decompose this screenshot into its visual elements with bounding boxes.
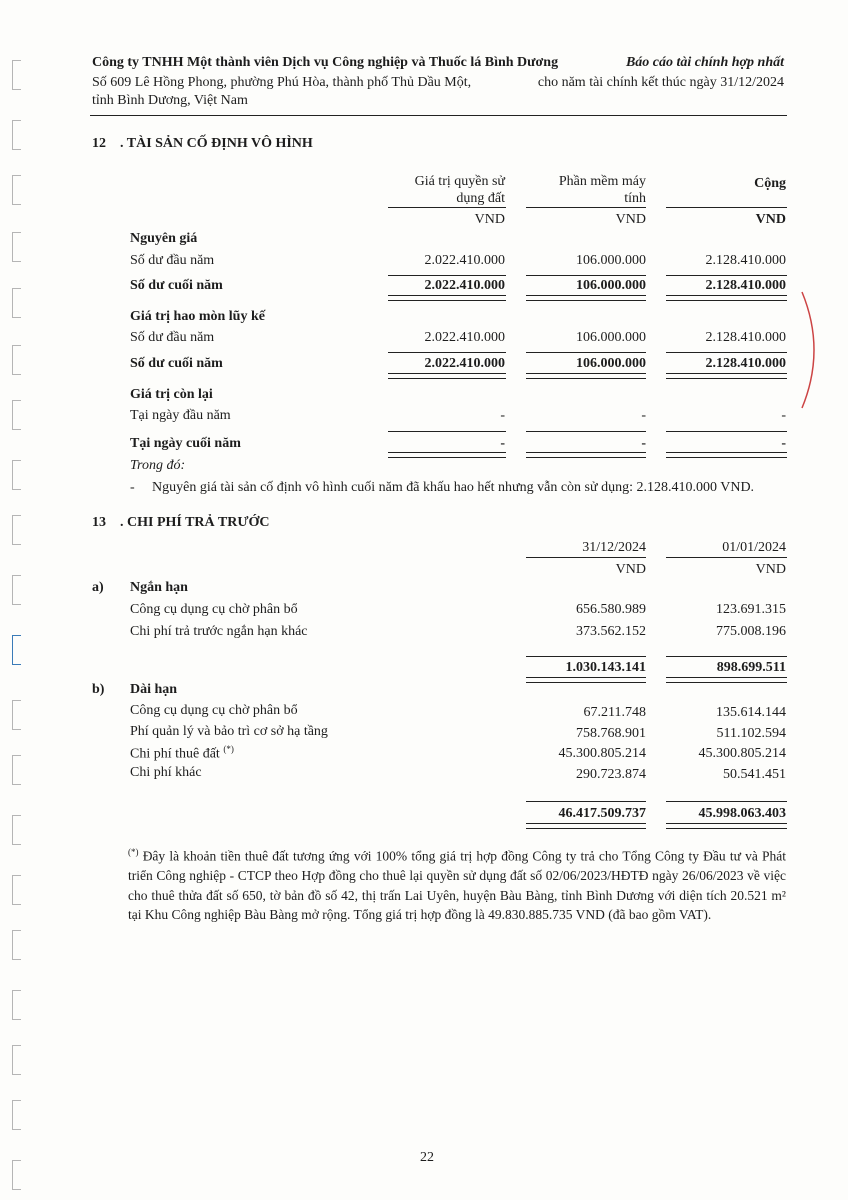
double-rule [666, 295, 787, 301]
double-rule [666, 823, 787, 829]
sum-rule [526, 656, 646, 657]
col-unit: VND [755, 562, 786, 577]
sum-rule [388, 431, 506, 432]
row-label: Tại ngày đầu năm [130, 408, 231, 423]
row-label: Số dư đầu năm [130, 330, 215, 345]
cell-value: 290.723.874 [576, 767, 646, 782]
subsection-marker: a) [92, 580, 104, 595]
col-date: 31/12/2024 [582, 540, 646, 555]
group-heading: Giá trị còn lại [130, 387, 213, 402]
company-name: Công ty TNHH Một thành viên Dịch vụ Công nghiệp và Thuốc lá Bình Dương [92, 55, 559, 70]
col-rule [388, 207, 506, 208]
double-rule [666, 373, 787, 379]
col-unit: VND [755, 212, 786, 227]
binder-hole [12, 1100, 21, 1130]
subsection-marker: b) [92, 682, 105, 697]
cell-value: 2.022.410.000 [424, 356, 505, 371]
cell-value: 511.102.594 [716, 726, 786, 741]
binder-hole [12, 990, 21, 1020]
subsection-heading: Ngắn hạn [130, 580, 188, 595]
cell-value: 2.128.410.000 [705, 356, 786, 371]
sum-rule [526, 352, 646, 353]
cell-value: 50.541.451 [723, 767, 786, 782]
note-text: Nguyên giá tài sản cố định vô hình cuối năm đã khấu hao hết nhưng vẫn còn sử dụng: 2.128.410.000 VND. [152, 480, 755, 495]
report-period: cho năm tài chính kết thúc ngày 31/12/2024 [537, 75, 784, 90]
col-rule [666, 557, 787, 558]
double-rule [526, 295, 646, 301]
page-number: 22 [420, 1150, 434, 1165]
row-label: Số dư cuối năm [130, 278, 223, 293]
total-value: 46.417.509.737 [558, 806, 646, 821]
cell-value: 45.300.805.214 [558, 746, 646, 761]
row-label [130, 744, 234, 763]
cell-value: 775.008.196 [716, 624, 786, 639]
sum-rule [526, 275, 646, 276]
binder-hole [12, 1045, 21, 1075]
double-rule [388, 452, 506, 458]
sum-rule [666, 801, 787, 802]
double-rule [388, 295, 506, 301]
binder-hole [12, 120, 21, 150]
cell-value: - [500, 408, 505, 423]
cell-value: 106.000.000 [576, 330, 646, 345]
sum-rule [666, 431, 787, 432]
cell-value: - [641, 436, 646, 451]
row-label: Số dư cuối năm [130, 356, 223, 371]
binder-hole [12, 232, 21, 262]
cell-value: 135.614.144 [716, 705, 786, 720]
cell-value: 2.022.410.000 [424, 278, 505, 293]
group-heading: Nguyên giá [130, 231, 198, 246]
footnote-ref: (*) [223, 744, 234, 754]
section-12-number: 12 [92, 136, 106, 151]
sum-rule [388, 275, 506, 276]
col-unit: VND [474, 212, 505, 227]
binder-hole [12, 1160, 21, 1190]
sum-rule [526, 801, 646, 802]
cell-value: - [781, 436, 786, 451]
binder-hole [12, 635, 21, 665]
stamp-mark [793, 290, 822, 410]
binder-hole [12, 460, 21, 490]
binder-hole [12, 700, 21, 730]
col-header-software: Phần mềm máy [558, 174, 646, 189]
binder-hole [12, 515, 21, 545]
cell-value: 758.768.901 [576, 726, 646, 741]
sum-rule [666, 275, 787, 276]
company-address: Số 609 Lê Hồng Phong, phường Phú Hòa, thành phố Thủ Dầu Một, [92, 75, 472, 90]
col-header-land-2: dụng đất [456, 191, 505, 206]
cell-value: - [781, 408, 786, 423]
binder-hole [12, 60, 21, 90]
cell-value: 2.022.410.000 [424, 330, 505, 345]
group-heading: Giá trị hao mòn lũy kế [130, 309, 265, 324]
double-rule [666, 452, 787, 458]
cell-value: 45.300.805.214 [698, 746, 786, 761]
section-12-title: . TÀI SẢN CỐ ĐỊNH VÔ HÌNH [120, 136, 313, 151]
cell-value: - [500, 436, 505, 451]
row-label: Công cụ dụng cụ chờ phân bổ [130, 602, 298, 617]
cell-value: 106.000.000 [576, 356, 646, 371]
sum-rule [526, 431, 646, 432]
footnote [128, 843, 786, 925]
col-header-total: Cộng [754, 176, 786, 191]
report-title: Báo cáo tài chính hợp nhất [625, 55, 784, 70]
double-rule [388, 373, 506, 379]
header-rule [90, 115, 787, 116]
cell-value: 67.211.748 [583, 705, 646, 720]
total-value: 45.998.063.403 [698, 806, 786, 821]
total-value: 898.699.511 [716, 660, 786, 675]
cell-value: 2.022.410.000 [424, 253, 505, 268]
footnote-marker: (*) [128, 847, 139, 857]
col-unit: VND [615, 562, 646, 577]
double-rule [526, 677, 646, 683]
row-label: Số dư đầu năm [130, 253, 215, 268]
double-rule [526, 823, 646, 829]
col-unit: VND [615, 212, 646, 227]
binder-hole [12, 815, 21, 845]
section-13-title: . CHI PHÍ TRẢ TRƯỚC [120, 515, 270, 530]
binder-hole [12, 288, 21, 318]
col-header-software-2: tính [624, 191, 646, 206]
binder-hole [12, 175, 21, 205]
cell-value: 123.691.315 [716, 602, 786, 617]
company-address-2: tỉnh Bình Dương, Việt Nam [92, 93, 248, 108]
binder-hole [12, 875, 21, 905]
cell-value: 2.128.410.000 [705, 253, 786, 268]
note-bullet: - [130, 480, 135, 495]
row-label: Tại ngày cuối năm [130, 436, 241, 451]
sum-rule [666, 352, 787, 353]
row-label: Chi phí khác [130, 765, 202, 780]
cell-value: 373.562.152 [576, 624, 646, 639]
binder-hole [12, 345, 21, 375]
stamp-shape [796, 290, 822, 410]
cell-value: 2.128.410.000 [705, 330, 786, 345]
cell-value: 106.000.000 [576, 253, 646, 268]
subsection-heading: Dài hạn [130, 682, 178, 697]
cell-value: 106.000.000 [576, 278, 646, 293]
total-value: 1.030.143.141 [565, 660, 646, 675]
col-rule [666, 207, 787, 208]
double-rule [666, 677, 787, 683]
section-13-number: 13 [92, 515, 106, 530]
cell-value: 656.580.989 [576, 602, 646, 617]
double-rule [526, 373, 646, 379]
footnote-text: Đây là khoản tiền thuê đất tương ứng với 100% tổng giá trị hợp đồng Công ty trả cho Tổng Công ty Đầu tư và Phát triển Công nghiệp - CTCP theo Hợp đồng cho thuê lại quyền sử dụng đất số 02/06/2023/HĐTĐ ngày 26/06/2023 về việc cho thuê thửa đất số 650, tờ bản đồ số 42, thị trấn Lai Uyên, huyện Bàu Bàng, tỉnh Bình Dương với diện tích 20.521 m² tại Khu Công nghiệp Bàu Bàng mở rộng. Tổng giá trị hợp đồng là 49.830.885.735 VND (đã bao gồm VAT). [128, 848, 786, 922]
row-label: Chi phí trả trước ngắn hạn khác [130, 624, 308, 639]
row-label-text: Chi phí thuê đất [130, 746, 220, 762]
row-label: Phí quản lý và bảo trì cơ sở hạ tầng [130, 724, 328, 739]
binder-hole [12, 575, 21, 605]
note-heading: Trong đó: [130, 458, 186, 473]
col-rule [526, 207, 646, 208]
double-rule [526, 452, 646, 458]
binder-hole [12, 755, 21, 785]
col-rule [526, 557, 646, 558]
sum-rule [666, 656, 787, 657]
binder-hole [12, 400, 21, 430]
cell-value: 2.128.410.000 [705, 278, 786, 293]
col-date: 01/01/2024 [722, 540, 786, 555]
sum-rule [388, 352, 506, 353]
row-label: Công cụ dụng cụ chờ phân bổ [130, 703, 298, 718]
col-header-land: Giá trị quyền sử [414, 174, 505, 189]
cell-value: - [641, 408, 646, 423]
binder-hole [12, 930, 21, 960]
